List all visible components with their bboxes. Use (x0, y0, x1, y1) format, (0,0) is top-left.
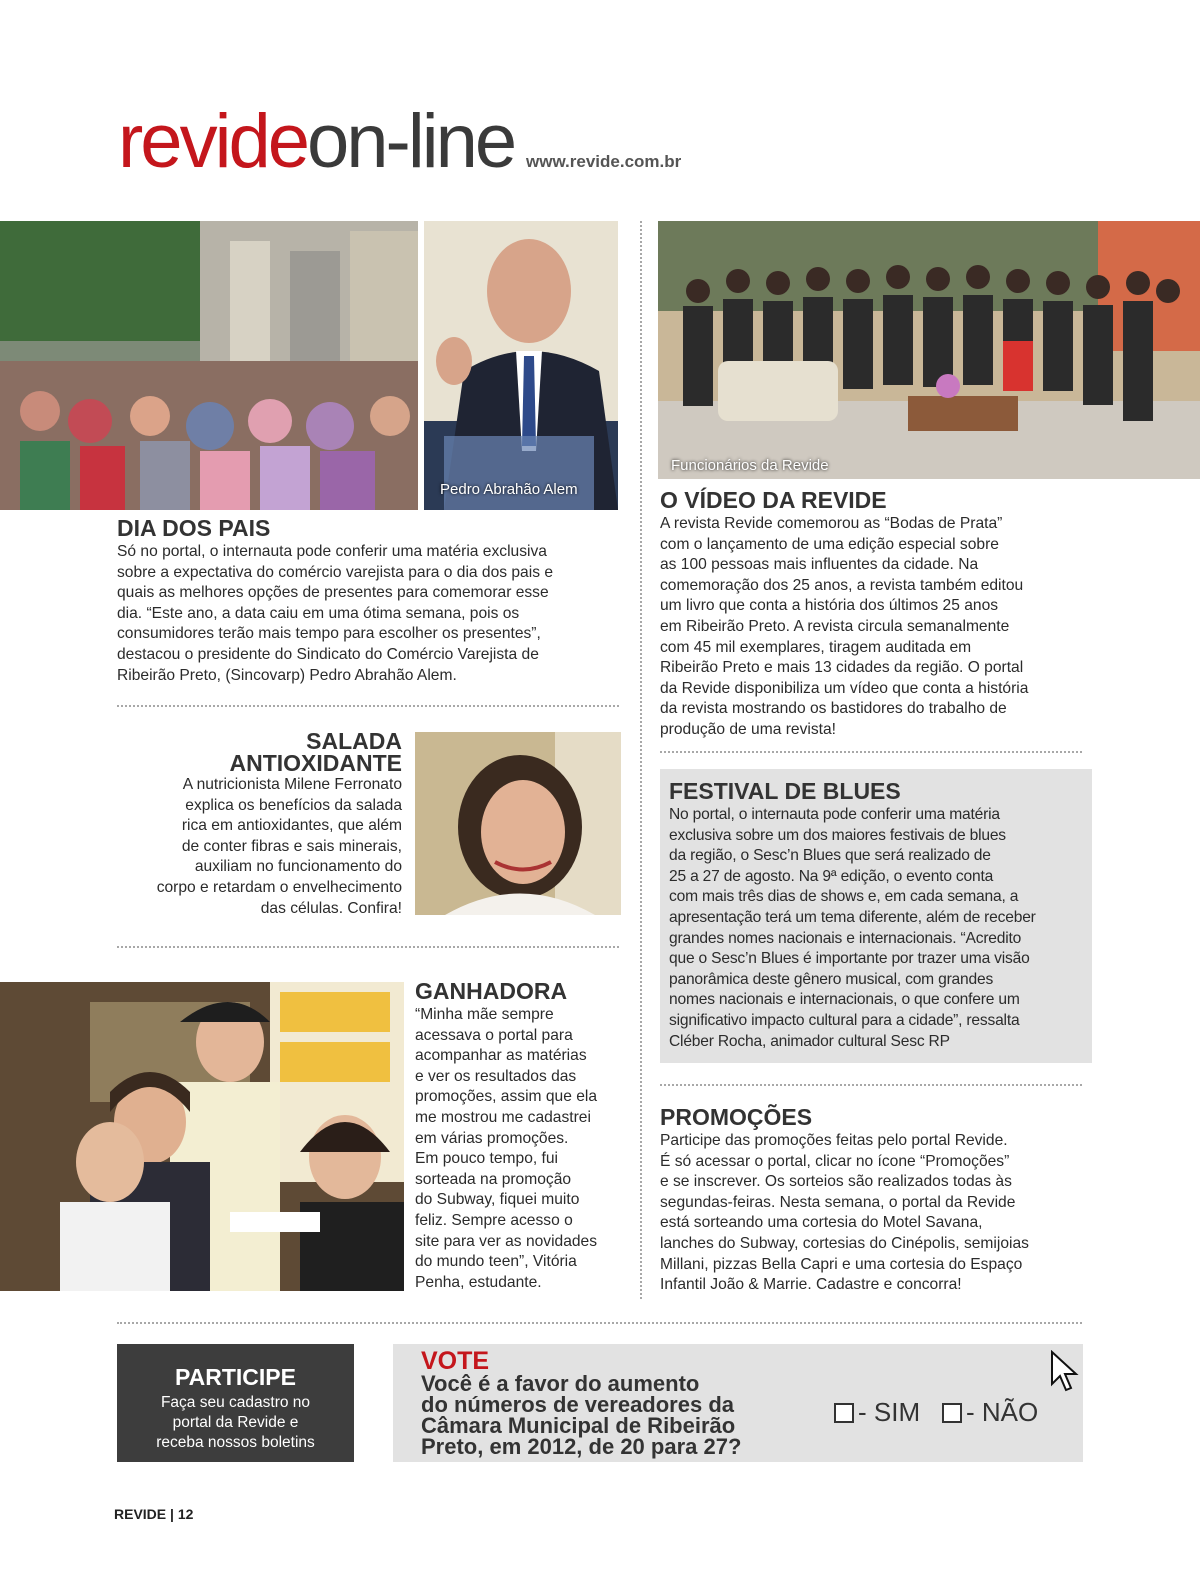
column-divider (640, 221, 642, 1299)
blues-body (669, 805, 1089, 1052)
divider (117, 705, 619, 707)
salada-body (105, 775, 402, 919)
text-line: e se inscrever. Os sorteios são realizados todas às (660, 1173, 1012, 1191)
text-line: está sorteando uma cortesia do Motel Savana, (660, 1214, 983, 1232)
text-line: em várias promoções. (415, 1129, 569, 1147)
text-line: A nutricionista Milene Ferronato (182, 776, 402, 793)
masthead-title (118, 99, 515, 184)
text-line: feliz. Sempre acesso o (415, 1211, 573, 1229)
text-line: do números de vereadores da (421, 1392, 734, 1417)
divider (660, 1084, 1082, 1086)
text-line: com 45 mil exemplares, tiragem auditada em (660, 638, 972, 656)
text-line: produção de uma revista! (660, 720, 836, 738)
text-line: da Revide disponibiliza um vídeo que conta a história (660, 679, 1029, 697)
divider (117, 946, 619, 948)
milene-photo (415, 732, 621, 915)
text-line: Cléber Rocha, animador cultural Sesc RP (669, 1032, 950, 1050)
text-line: acompanhar as matérias (415, 1047, 587, 1065)
participe-box[interactable] (117, 1344, 354, 1462)
family-photo-icon (0, 982, 404, 1291)
vote-option-no[interactable] (942, 1397, 1038, 1428)
page-folio: REVIDE | 12 (114, 1506, 194, 1522)
text-line: lanches do Subway, cortesias do Cinépolis, semijoias (660, 1234, 1029, 1252)
masthead-title-red: revide (118, 99, 307, 184)
text-line: nomes nacionais e internacionais, o que confere um (669, 991, 1020, 1009)
text-line: significativo impacto cultural para a cidade”, ressalta (669, 1011, 1020, 1029)
text-line: as 100 pessoas mais influentes da cidade. Na (660, 556, 979, 574)
salada-title-line1: SALADA (306, 728, 402, 754)
text-line: e ver os resultados das (415, 1067, 577, 1085)
text-line: corpo e retardam o envelhecimento (156, 878, 402, 896)
pedro-caption: Pedro Abrahão Alem (440, 481, 578, 498)
text-line: “Minha mãe sempre (415, 1006, 554, 1023)
text-line: sorteada na promoção (415, 1170, 572, 1188)
vote-question (421, 1373, 821, 1457)
masthead-url[interactable]: www.revide.com.br (526, 152, 682, 171)
salada-title-line2: ANTIOXIDANTE (229, 750, 402, 776)
video-body (660, 514, 1100, 741)
text-line: No portal, o internauta pode conferir uma matéria (669, 806, 1000, 823)
text-line: Penha, estudante. (415, 1273, 542, 1291)
text-line: explica os benefícios da salada (185, 796, 402, 814)
pedro-photo (424, 221, 618, 510)
text-line: sobre a expectativa do comércio varejista para o dia dos pais e (117, 563, 554, 581)
text-line: que o Sesc’n Blues é importante por trazer uma visão (669, 950, 1030, 968)
text-line: um livro que conta a história dos últimos 25 anos (660, 597, 999, 615)
ganhadora-body (415, 1005, 630, 1293)
text-line: comemoração dos 25 anos, a revista também editou (660, 576, 1024, 594)
promocoes-title: PROMOÇÕES (660, 1104, 813, 1130)
participe-title: PARTICIPE (175, 1364, 296, 1390)
cursor-arrow-icon (1050, 1350, 1080, 1392)
text-line: Infantil João & Marrie. Cadastre e concorra! (660, 1276, 962, 1294)
no-checkbox[interactable] (942, 1403, 962, 1423)
text-line: destacou o presidente do Sindicato do Comércio Varejista de (117, 645, 539, 663)
text-line: portal da Revide e (172, 1414, 299, 1431)
text-line: de conter fibras e sais minerais, (181, 837, 402, 855)
text-line: Câmara Municipal de Ribeirão (421, 1413, 736, 1438)
text-line: Preto, em 2012, de 20 para 27? (421, 1434, 742, 1459)
divider (117, 1322, 1082, 1324)
text-line: me mostrou me cadastrei (415, 1108, 591, 1126)
text-line: receba nossos boletins (156, 1434, 315, 1451)
vote-label: VOTE (421, 1347, 490, 1375)
text-line: promoções, assim que ela (415, 1088, 598, 1106)
text-line: auxiliam no funcionamento do (194, 858, 402, 876)
text-line: rica em antioxidantes, que além (181, 817, 402, 835)
text-line: da revista mostrando os bastidores do trabalho de (660, 700, 1007, 718)
masthead-title-gray: on-line (307, 99, 515, 184)
text-line: dia. “Este ano, a data caiu em uma ótima semana, pois os (117, 604, 520, 622)
text-line: grandes nomes nacionais e internacionais. “Acredito (669, 929, 1022, 947)
text-line: do Subway, fiquei muito (415, 1191, 580, 1209)
text-line: em Ribeirão Preto. A revista circula semanalmente (660, 617, 1010, 635)
street-crowd-photo (0, 221, 418, 510)
text-line: segundas-feiras. Nesta semana, o portal da Revide (660, 1193, 1016, 1211)
ganhadora-title: GANHADORA (415, 978, 568, 1004)
divider (660, 751, 1082, 753)
text-line: Millani, pizzas Bella Capri e uma cortesia do Espaço (660, 1255, 1023, 1273)
text-line: apresentação terá um tema diferente, além de receber (669, 908, 1036, 926)
text-line: A revista Revide comemorou as “Bodas de Prata” (660, 515, 1003, 532)
text-line: É só acessar o portal, clicar no ícone “Promoções” (660, 1152, 1010, 1170)
text-line: Só no portal, o internauta pode conferir uma matéria exclusiva (117, 543, 547, 560)
text-line: Você é a favor do aumento (421, 1371, 700, 1396)
text-line: Faça seu cadastro no (160, 1394, 311, 1411)
text-line: acessava o portal para (415, 1026, 573, 1044)
video-title: O VÍDEO DA REVIDE (660, 487, 887, 513)
speaker-portrait-icon (424, 221, 618, 510)
group-photo-icon (658, 221, 1200, 479)
text-line: Participe das promoções feitas pelo portal Revide. (660, 1132, 1008, 1149)
text-line: com mais três dias de shows e, em cada semana, a (669, 888, 1019, 906)
blues-title: FESTIVAL DE BLUES (669, 778, 901, 804)
vote-option-yes[interactable] (834, 1397, 920, 1428)
yes-checkbox[interactable] (834, 1403, 854, 1423)
participe-body (117, 1393, 354, 1453)
text-line: do mundo teen”, Vitória (415, 1253, 577, 1271)
street-crowd-icon (0, 221, 418, 510)
text-line: Ribeirão Preto, (Sincovarp) Pedro Abrahão Alem. (117, 666, 457, 684)
text-line: exclusiva sobre um dos maiores festivais de blues (669, 826, 1006, 844)
text-line: Em pouco tempo, fui (415, 1150, 559, 1168)
no-label: - NÃO (966, 1397, 1039, 1427)
text-line: da região, o Sesc’n Blues que será realizado de (669, 847, 991, 865)
text-line: panorâmica deste gênero musical, com grandes (669, 970, 994, 988)
text-line: consumidores terão mais tempo para escolher os presentes”, (117, 625, 541, 643)
text-line: com o lançamento de uma edição especial sobre (660, 535, 999, 553)
text-line: quais as melhores opções de presentes para comemorar esse (117, 584, 549, 602)
promocoes-body (660, 1131, 1100, 1296)
dia-dos-pais-title: DIA DOS PAIS (117, 515, 271, 541)
team-photo (658, 221, 1200, 479)
team-caption: Funcionários da Revide (671, 457, 829, 474)
woman-portrait-icon (415, 732, 621, 915)
text-line: Ribeirão Preto e mais 13 cidades da região. O portal (660, 659, 1024, 677)
text-line: 25 a 27 de agosto. Na 9ª edição, o evento conta (669, 867, 994, 885)
dia-dos-pais-body (117, 542, 622, 686)
subway-photo (0, 982, 404, 1291)
text-line: das células. Confira! (260, 899, 402, 917)
yes-label: - SIM (858, 1397, 921, 1427)
text-line: site para ver as novidades (415, 1232, 598, 1250)
